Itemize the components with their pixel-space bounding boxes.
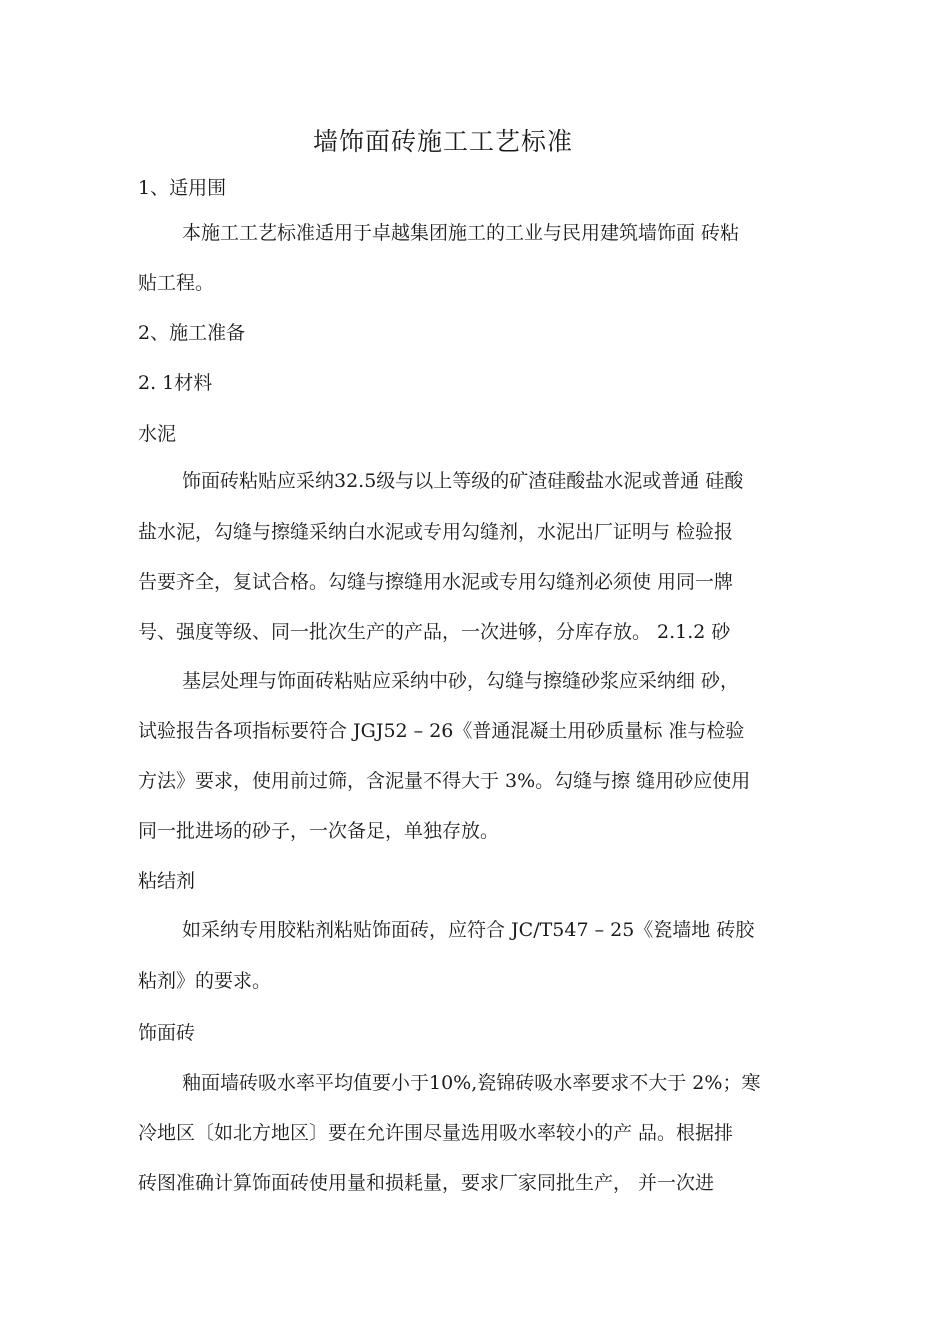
paragraph-line: 本施工工艺标准适用于卓越集团施工的工业与民用建筑墙饰面 砖粘	[182, 222, 740, 244]
cement-heading: 水泥	[138, 423, 177, 445]
paragraph-line: 方法》要求，使用前过筛，含泥量不得大于 3%。勾缝与擦 缝用砂应使用	[138, 770, 751, 792]
document-title: 墙饰面砖施工工艺标准	[312, 127, 573, 156]
paragraph-line: 砖图准确计算饰面砖使用量和损耗量，要求厂家同批生产， 并一次进	[138, 1172, 715, 1194]
section-1-heading: 1、适用围	[138, 177, 227, 199]
paragraph-line: 釉面墙砖吸水率平均值要小于10%,瓷锦砖吸水率要求不大于 2%；寒	[182, 1072, 761, 1094]
section-2-1-heading: 2. 1材料	[138, 372, 213, 394]
tile-heading: 饰面砖	[138, 1022, 196, 1044]
paragraph-line: 告要齐全，复试合格。勾缝与擦缝用水泥或专用勾缝剂必须使 用同一牌	[138, 571, 734, 593]
adhesive-heading: 粘结剂	[138, 870, 196, 892]
paragraph-line: 贴工程。	[138, 272, 215, 294]
paragraph-line: 饰面砖粘贴应采纳32.5级与以上等级的矿渣硅酸盐水泥或普通 硅酸	[182, 470, 744, 492]
paragraph-line: 粘剂》的要求。	[138, 970, 272, 992]
paragraph-line: 盐水泥，勾缝与擦缝采纳白水泥或专用勾缝剂，水泥出厂证明与 检验报	[138, 521, 734, 543]
section-2-heading: 2、施工准备	[138, 322, 246, 344]
paragraph-line: 同一批进场的砂子，一次备足，单独存放。	[138, 820, 500, 842]
paragraph-line: 号、强度等级、同一批次生产的产品，一次进够，分库存放。 2.1.2 砂	[138, 621, 731, 643]
paragraph-line: 如采纳专用胶粘剂粘贴饰面砖，应符合 JC/T547 – 25《瓷墙地 砖胶	[182, 919, 755, 941]
paragraph-line: 冷地区〔如北方地区〕要在允许围尽量选用吸水率较小的产 品。根据排	[138, 1122, 734, 1144]
paragraph-line: 试验报告各项指标要符合 JGJ52 – 26《普通混凝土用砂质量标 准与检验	[138, 720, 745, 742]
paragraph-line: 基层处理与饰面砖粘贴应采纳中砂，勾缝与擦缝砂浆应采纳细 砂，	[182, 670, 740, 692]
